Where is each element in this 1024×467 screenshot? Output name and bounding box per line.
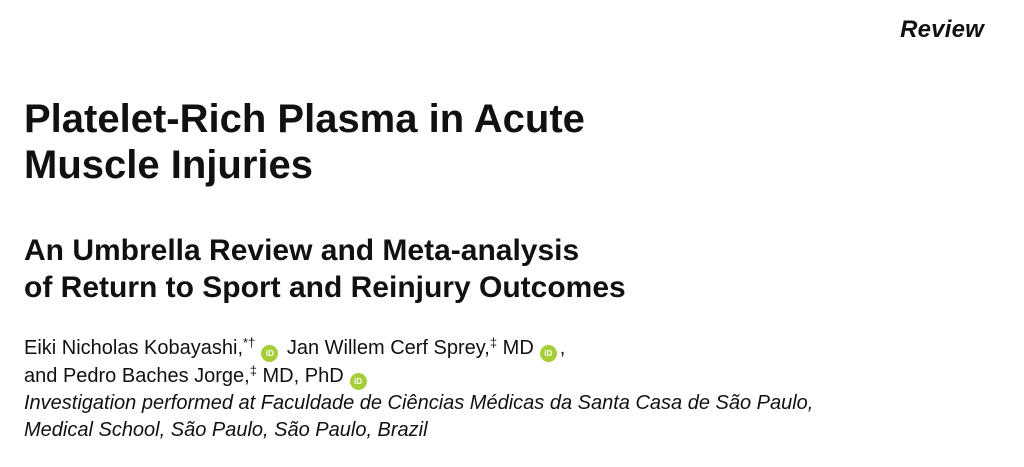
article-title — [24, 96, 784, 188]
author-degree: MD, PhD — [262, 365, 344, 387]
title-line: Muscle Injuries — [24, 143, 313, 187]
author-separator: , — [559, 337, 566, 359]
orcid-icon[interactable]: iD — [261, 345, 278, 362]
author-affiliation-marks: *† — [243, 335, 256, 350]
author-prefix: and — [24, 365, 58, 387]
author-name: Jan Willem Cerf Sprey, — [286, 337, 490, 359]
subtitle-line: of Return to Sport and Reinjury Outcomes — [24, 271, 626, 304]
subtitle-line: An Umbrella Review and Meta-analysis — [24, 234, 580, 267]
author-affiliation-marks: ‡ — [489, 335, 498, 350]
affiliation-line: Medical School, São Paulo, São Paulo, Brazil — [24, 419, 428, 441]
author-list — [24, 334, 984, 390]
author-degree: MD — [502, 337, 534, 359]
article-type-label: Review — [900, 16, 984, 43]
affiliation-line: Investigation performed at Faculdade de Ciências Médicas da Santa Casa de São Paulo, — [24, 392, 814, 414]
author-line — [24, 362, 984, 390]
title-line: Platelet-Rich Plasma in Acute — [24, 97, 585, 141]
author-name: Pedro Baches Jorge, — [62, 365, 250, 387]
orcid-icon[interactable]: iD — [540, 345, 557, 362]
orcid-icon[interactable]: iD — [350, 373, 367, 390]
author-name: Eiki Nicholas Kobayashi, — [24, 337, 243, 359]
affiliation — [24, 390, 1004, 444]
author-line — [24, 334, 984, 362]
article-subtitle — [24, 232, 924, 306]
author-affiliation-marks: ‡ — [249, 363, 257, 378]
